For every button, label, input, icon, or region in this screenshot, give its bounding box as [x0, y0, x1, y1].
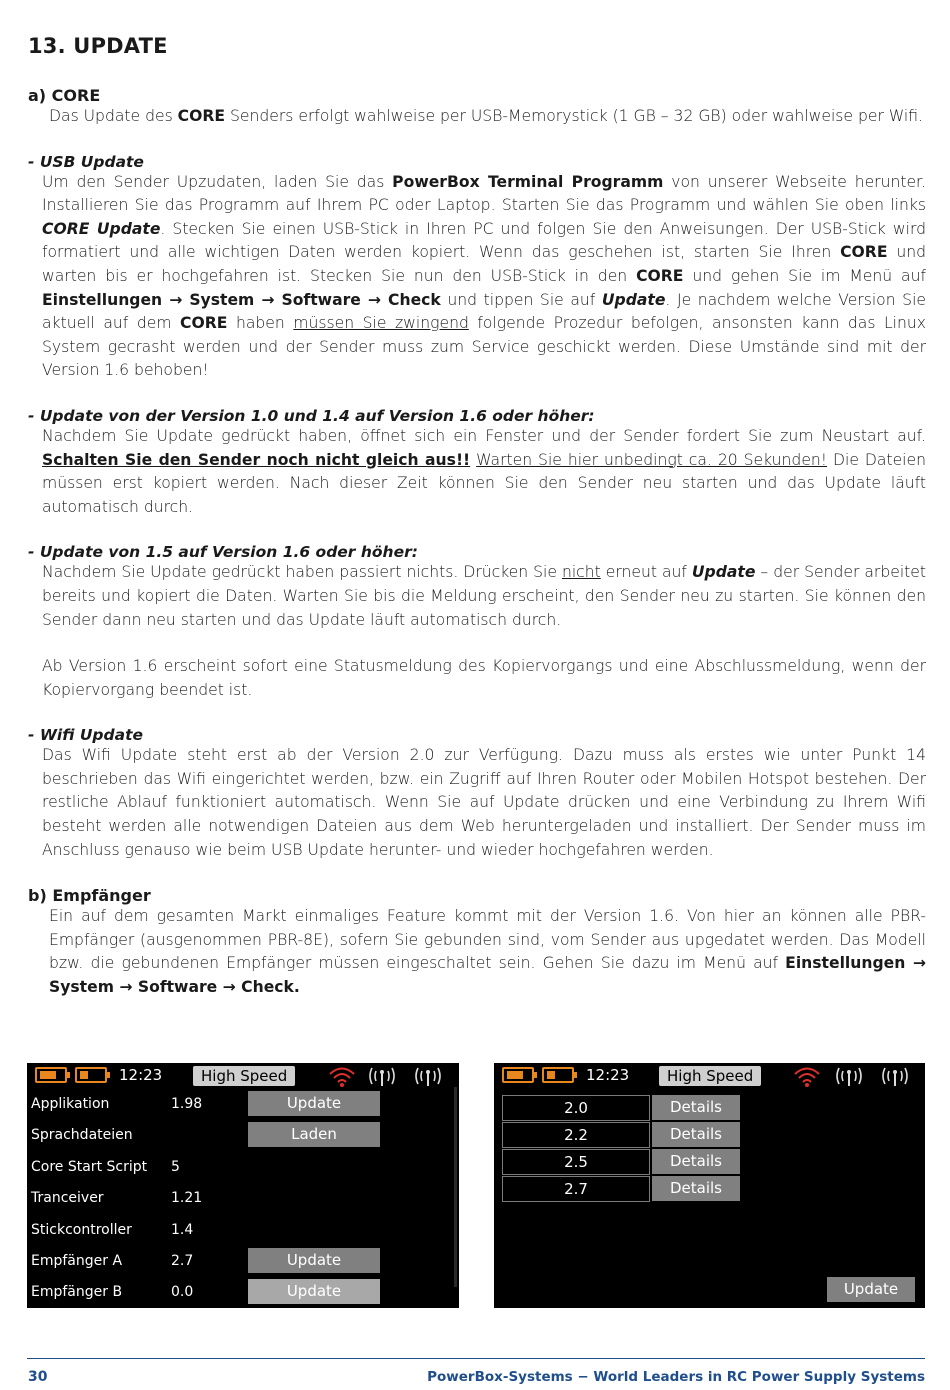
row-label: Sprachdateien [31, 1127, 133, 1143]
wifi-icon [327, 1065, 357, 1087]
row-label: Applikation [31, 1096, 110, 1112]
receiver-versions-screen [494, 1063, 925, 1308]
version-cell: 2.2 [502, 1122, 650, 1148]
version-cell: 2.5 [502, 1149, 650, 1175]
clock: 12:23 [119, 1066, 163, 1084]
v10-update-heading: - Update von der Version 1.0 und 1.4 auf Version 1.6 oder höher: [28, 406, 595, 425]
antenna-icon [834, 1065, 864, 1087]
wifi-icon [792, 1065, 822, 1087]
antenna-icon [367, 1065, 397, 1087]
row-label: Core Start Script [31, 1159, 148, 1175]
details-button[interactable]: Details [652, 1095, 740, 1120]
footer-brand: PowerBox-Systems − World Leaders in RC Power Supply Systems [427, 1369, 925, 1385]
details-button[interactable]: Details [652, 1176, 740, 1201]
status-bar [27, 1063, 459, 1091]
mode-badge: High Speed [659, 1066, 761, 1086]
row-value: 1.21 [171, 1190, 203, 1206]
status-bar [494, 1063, 925, 1091]
v15-update-text: Nachdem Sie Update gedrückt haben passiert nichts. Drücken Sie nicht erneut auf Update – der Sender arbeitet bereits und kopiert die Daten. Warten Sie bis die Meldung erscheint, den Sender neu zu starten. Sie können den Sender dann neu starten und das Update läuft automatisch durch. [42, 563, 926, 629]
v10-update-text: Nachdem Sie Update gedrückt haben, öffnet sich ein Fenster und der Sender fordert Sie zum Neustart auf. Schalten Sie den Sender noch nicht gleich aus!! Warten Sie hier unbedingt ca. 20 Sekunden! Die Dateien müssen erst kopiert werden. Nach dieser Zeit können Sie den Sender neu starten und das Update läuft automatisch durch. [42, 426, 926, 516]
update-button[interactable]: Update [827, 1277, 915, 1302]
version-screen [27, 1063, 459, 1308]
update-button[interactable]: Update [248, 1279, 380, 1304]
usb-update-text: Um den Sender Upzudaten, laden Sie das PowerBox Terminal Programm von unserer Webseite herunter. Installieren Sie das Programm auf Ihrem PC oder Laptop. Starten Sie das Programm und wählen Sie oben links CORE Update. Stecken Sie einen USB-Stick in Ihren PC und folgen Sie den Anweisungen. Der USB-Stick wird formatiert und alle wichtigen Daten werden kopiert. Wenn das geschehen ist, starten Sie Ihren CORE und warten bis er hochgefahren ist. Stecken Sie nun den USB-Stick in den CORE und gehen Sie im Menü auf Einstellungen → System → Software → Check und tippen Sie auf Update. Je nachdem welche Version Sie aktuell auf dem CORE haben müssen Sie zwingend folgende Prozedur befolgen, ansonsten kann das Linux System gecrasht werden und der Sender muss zum Service geschickt werden. Diese Umstände sind mit der Version 1.6 behoben! [42, 172, 926, 380]
v15-update-heading: - Update von 1.5 auf Version 1.6 oder höher: [28, 543, 418, 562]
v16-note: Ab Version 1.6 erscheint sofort eine Statusmeldung des Kopiervorgangs und eine Abschlussmeldung, wenn der Kopiervorgang beendet ist. [42, 657, 926, 699]
antenna-icon [880, 1065, 910, 1087]
load-button[interactable]: Laden [248, 1122, 380, 1147]
row-value: 5 [171, 1159, 180, 1175]
battery-icon [35, 1067, 67, 1083]
row-label: Stickcontroller [31, 1222, 132, 1238]
battery-icon [502, 1067, 534, 1083]
row-label: Empfänger B [31, 1284, 123, 1300]
details-button[interactable]: Details [652, 1122, 740, 1147]
row-value: 1.98 [171, 1096, 203, 1112]
clock: 12:23 [586, 1066, 630, 1084]
wifi-update-text: Das Wifi Update steht erst ab der Version 2.0 zur Verfügung. Dazu muss als erstes wie unter Punkt 14 beschrieben das Wifi eingerichtet werden, bzw. ein Zugriff auf Ihren Router oder Mobilen Hotspot bestehen. Der restliche Ablauf funktioniert automatisch. Wenn Sie auf Update drücken und eine Verbindung zu Ihrem Wifi besteht werden alle notwendigen Dateien aus dem Web heruntergeladen und installiert. Der Sender muss im Anschluss genauso wie beim USB Update herunter- und wieder hochgefahren werden. [42, 746, 926, 859]
receiver-heading: b) Empfänger [28, 886, 151, 906]
screenshots [27, 1063, 925, 1308]
battery-icon [75, 1067, 107, 1083]
row-value: 0.0 [171, 1284, 194, 1300]
battery-icon [542, 1067, 574, 1083]
row-value: 2.7 [171, 1253, 194, 1269]
scrollbar[interactable] [454, 1087, 457, 1287]
page-number: 30 [28, 1369, 48, 1385]
update-button[interactable]: Update [248, 1091, 380, 1116]
mode-badge: High Speed [193, 1066, 295, 1086]
version-cell: 2.0 [502, 1095, 650, 1121]
version-cell: 2.7 [502, 1176, 650, 1202]
wifi-update-heading: - Wifi Update [28, 726, 143, 745]
details-button[interactable]: Details [652, 1149, 740, 1174]
row-label: Tranceiver [31, 1190, 104, 1206]
page-title: 13. UPDATE [28, 34, 168, 58]
update-button[interactable]: Update [248, 1248, 380, 1273]
receiver-text: Ein auf dem gesamten Markt einmaliges Feature kommt mit der Version 1.6. Von hier an können alle PBR-Empfänger (ausgenommen PBR-8E), sofern Sie gebunden sind, vom Sender aus upgedatet werden. Das Modell bzw. die gebundenen Empfänger müssen eingeschaltet sein. Gehen Sie dazu im Menü auf Einstellungen → System → Software → Check. [49, 907, 926, 997]
footer-divider [27, 1358, 925, 1359]
antenna-icon [413, 1065, 443, 1087]
page-body [28, 30, 926, 1000]
row-label: Empfänger A [31, 1253, 123, 1269]
row-value: 1.4 [171, 1222, 194, 1238]
usb-update-heading: - USB Update [28, 152, 144, 171]
core-heading: a) CORE [28, 86, 101, 105]
core-intro: Das Update des CORE Senders erfolgt wahlweise per USB-Memorystick (1 GB – 32 GB) oder wahlweise per Wifi. [49, 107, 924, 125]
